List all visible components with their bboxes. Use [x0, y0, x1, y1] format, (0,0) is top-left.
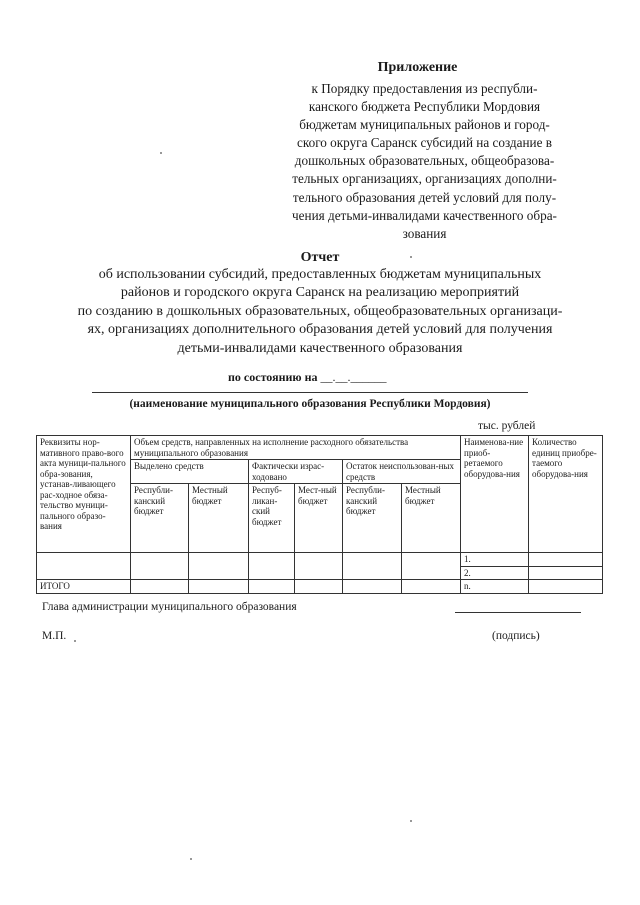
- table-cell: [343, 580, 402, 594]
- table-row: [37, 553, 603, 567]
- header-equipment-qty: Количество единиц приобре-таемого оборудова-ния: [529, 436, 603, 553]
- table-cell: [402, 580, 461, 594]
- table-cell: [343, 553, 402, 580]
- appendix-line: канского бюджета Республики Мордовия: [308, 99, 541, 115]
- header-remaining-local: Местный бюджет: [402, 484, 461, 553]
- table-header-row: [37, 436, 603, 460]
- signature-line: [455, 612, 581, 613]
- appendix-text: [252, 80, 597, 243]
- scan-speck: [160, 152, 162, 154]
- table-cell: [249, 580, 295, 594]
- stamp-label: М.П.: [42, 630, 67, 642]
- table-cell: [402, 553, 461, 580]
- table-cell: [189, 580, 249, 594]
- table-cell: [189, 553, 249, 580]
- header-equipment-name: Наименова-ние приоб-ретаемого оборудова-ния: [461, 436, 529, 553]
- header-allocated: Выделено средств: [131, 460, 249, 484]
- header-volume: Объем средств, направленных на исполнение расходного обязательства муниципального образования: [131, 436, 461, 460]
- table-cell: [529, 566, 603, 580]
- municipality-caption: (наименование муниципального образования Республики Мордовия): [129, 398, 491, 410]
- header-actual: Фактически израс-ходовано: [249, 460, 343, 484]
- scan-speck: [74, 640, 76, 642]
- header-allocated-local: Местный бюджет: [189, 484, 249, 553]
- report-subtitle-line: детьми-инвалидами качественного образования: [177, 340, 463, 356]
- appendix-line: дошкольных образовательных, общеобразова-: [294, 153, 555, 169]
- appendix-title: Приложение: [377, 60, 458, 75]
- report-subtitle-line: по созданию в дошкольных образовательных, общеобразовательных организаци-: [77, 303, 563, 319]
- scan-speck: [410, 256, 412, 258]
- report-table: [36, 435, 603, 594]
- table-cell: [249, 553, 295, 580]
- scan-speck: [410, 820, 412, 822]
- header-remaining-republic: Республи-канский бюджет: [343, 484, 402, 553]
- units-label: тыс. рублей: [478, 420, 536, 432]
- table-cell: [131, 580, 189, 594]
- report-date-field: __.__.______: [320, 370, 387, 384]
- appendix-line: к Порядку предоставления из республи-: [311, 81, 538, 96]
- row-number-cell: n.: [461, 580, 529, 594]
- report-title: Отчет: [300, 250, 340, 265]
- total-row: [37, 580, 603, 594]
- report-date-line: [228, 370, 386, 385]
- header-requisites: Реквизиты нор-мативного право-вого акта муници-пального обра-зования, устанав-ливающего рас-ходное обяза-тельство муници-пального образо-вания: [37, 436, 131, 553]
- table-cell: [131, 553, 189, 580]
- row-number-cell: 1.: [461, 553, 529, 567]
- appendix-line: тельных организациях, организациях дополни-: [292, 171, 557, 187]
- appendix-line: бюджетам муниципальных районов и город-: [299, 117, 550, 133]
- appendix-line: ского округа Саранск субсидий на создание в: [297, 135, 552, 151]
- municipality-name-line: [92, 392, 528, 393]
- table-cell: [37, 553, 131, 580]
- appendix-line: чения детьми-инвалидами качественного обра-: [292, 207, 557, 223]
- row-number-cell: 2.: [461, 566, 529, 580]
- scan-speck: [190, 858, 192, 860]
- total-label: ИТОГО: [37, 580, 131, 594]
- header-actual-republic: Респуб-ликан-ский бюджет: [249, 484, 295, 553]
- table-cell: [295, 553, 343, 580]
- head-of-administration-label: Глава администрации муниципального образования: [42, 601, 297, 613]
- report-subtitle: [36, 266, 604, 358]
- header-allocated-republic: Республи-канский бюджет: [131, 484, 189, 553]
- report-subtitle-line: ях, организациях дополнительного образования детей условий для получения: [87, 322, 553, 338]
- appendix-line: зования: [402, 225, 447, 241]
- report-subtitle-line: районов и городского округа Саранск на реализацию мероприятий: [120, 285, 520, 301]
- table-cell: [529, 553, 603, 567]
- appendix-line: тельного образования детей условий для полу-: [292, 189, 557, 205]
- table-cell: [529, 580, 603, 594]
- signature-caption: (подпись): [492, 630, 540, 642]
- report-date-label: по состоянию на: [228, 370, 318, 384]
- table-cell: [295, 580, 343, 594]
- header-remaining: Остаток неиспользован-ных средств: [343, 460, 461, 484]
- report-subtitle-line: об использовании субсидий, предоставленных бюджетам муниципальных: [98, 267, 542, 282]
- header-actual-local: Мест-ный бюджет: [295, 484, 343, 553]
